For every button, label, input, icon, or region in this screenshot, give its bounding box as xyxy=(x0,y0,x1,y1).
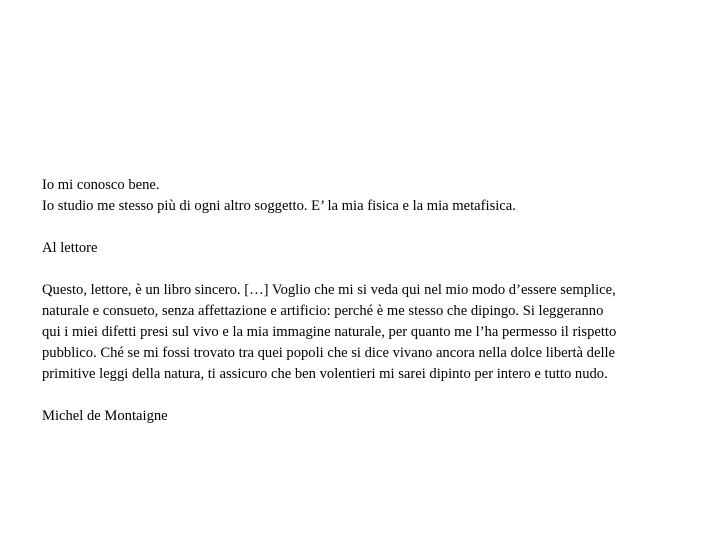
paragraph-line: primitive leggi della natura, ti assicuro che ben volentieri mi sarei dipinto per intero e tutto nudo. xyxy=(42,366,608,382)
author-signature: Michel de Montaigne xyxy=(42,408,168,424)
quote-text-block xyxy=(42,175,722,427)
paragraph-line: Questo, lettore, è un libro sincero. […] Voglio che mi si veda qui nel mio modo d’essere semplice, xyxy=(42,282,616,298)
paragraph-line: naturale e consueto, senza affettazione e artificio: perché è me stesso che dipingo. Si leggeranno xyxy=(42,303,604,319)
intro-line-1: Io mi conosco bene. xyxy=(42,177,160,193)
intro-line-2: Io studio me stesso più di ogni altro soggetto. E’ la mia fisica e la mia metafisica. xyxy=(42,198,516,214)
section-heading: Al lettore xyxy=(42,240,98,256)
spacer xyxy=(42,259,722,280)
paragraph-line: pubblico. Ché se mi fossi trovato tra quei popoli che si dice vivano ancora nella dolce libertà delle xyxy=(42,345,616,361)
paragraph-line: qui i miei difetti presi sul vivo e la mia immagine naturale, per quanto me l’ha permesso il rispetto xyxy=(42,324,617,340)
spacer xyxy=(42,217,722,238)
spacer xyxy=(42,385,722,406)
